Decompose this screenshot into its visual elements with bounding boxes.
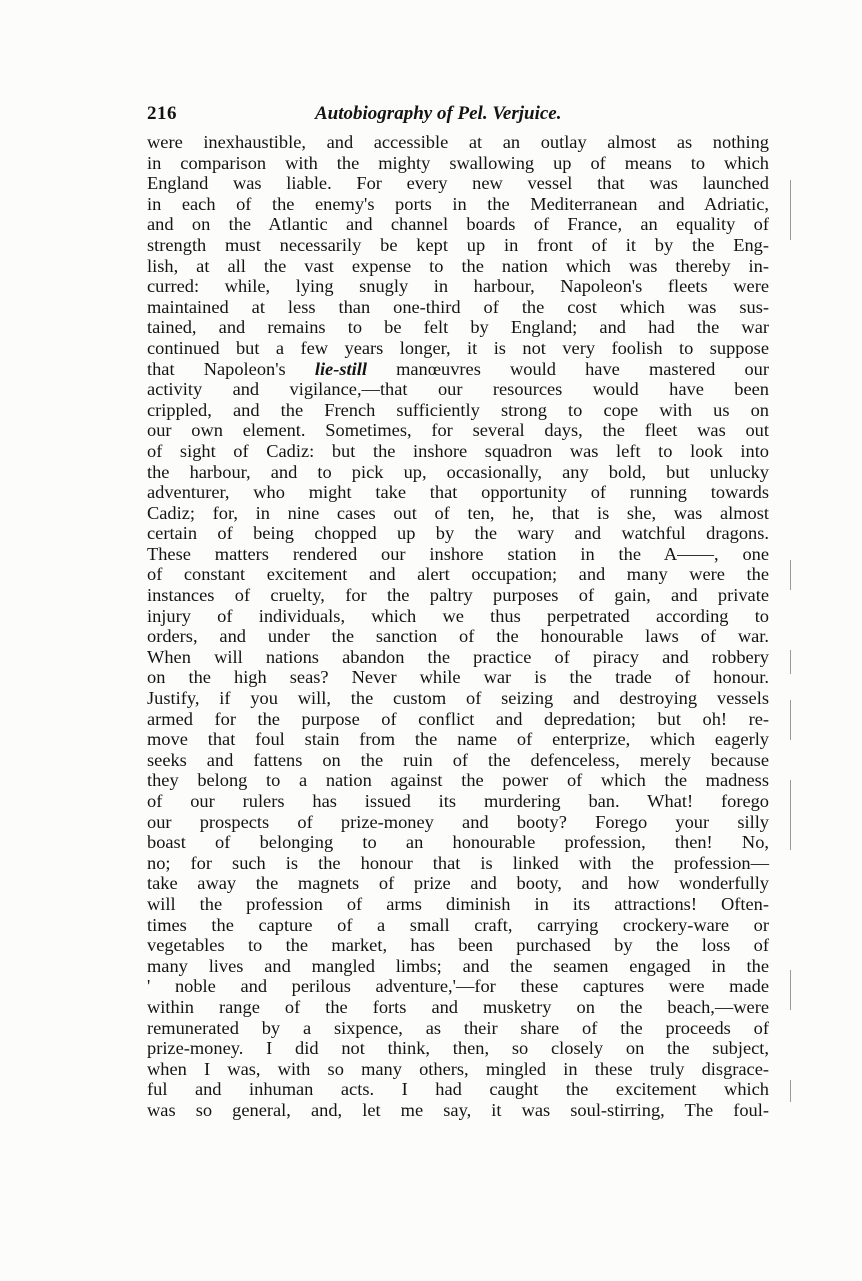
margin-shadow-marks (790, 180, 796, 1180)
text-line: armed for the purpose of conflict and depredation; but oh! re- (147, 708, 769, 729)
text-line: instances of cruelty, for the paltry purposes of gain, and private (147, 585, 769, 606)
text-line: curred: while, lying snugly in harbour, Napoleon's fleets were (147, 276, 769, 297)
text-line: tained, and remains to be felt by England; and had the war (147, 317, 769, 338)
text-line: take away the magnets of prize and booty, and how wonderfully (147, 873, 769, 894)
text-line: lish, at all the vast expense to the nation which was thereby in- (147, 255, 769, 276)
text-line: Cadiz; for, in nine cases out of ten, he, that is she, was almost (147, 502, 769, 523)
body-text (147, 132, 769, 1121)
text-line: move that foul stain from the name of enterprize, which eagerly (147, 729, 769, 750)
text-line: Justify, if you will, the custom of seizing and destroying vessels (147, 688, 769, 709)
text-line: when I was, with so many others, mingled in these truly disgrace- (147, 1058, 769, 1079)
text-line: of our rulers has issued its murdering ban. What! forego (147, 791, 769, 811)
text-line: When will nations abandon the practice of piracy and robbery (147, 646, 769, 667)
text-line: adventurer, who might take that opportunity of running towards (147, 482, 769, 503)
text-line: England was liable. For every new vessel that was launched (147, 173, 769, 194)
text-line: crippled, and the French sufficiently strong to cope with us on (147, 399, 769, 420)
text-line: will the profession of arms diminish in its attractions! Often- (147, 893, 769, 914)
page-header (147, 103, 769, 129)
text-line: many lives and mangled limbs; and the seamen engaged in the (147, 955, 769, 976)
text-line: that Napoleon's lie-still manœuvres would have mastered our (147, 358, 769, 379)
text-line: certain of being chopped up by the wary and watchful dragons. (147, 523, 769, 544)
text-line: in comparison with the mighty swallowing up of means to which (147, 152, 769, 173)
emphasis: lie-still (314, 358, 367, 379)
text-line: ' noble and perilous adventure,'—for these captures were made (147, 976, 769, 997)
text-line: boast of belonging to an honourable profession, then! No, (147, 832, 769, 853)
text-line: the harbour, and to pick up, occasionally, any bold, but unlucky (147, 461, 769, 482)
text-line: These matters rendered our inshore station in the A——, one (147, 543, 769, 564)
text-line: our own element. Sometimes, for several days, the fleet was out (147, 420, 769, 441)
text-line: seeks and fattens on the ruin of the defenceless, merely because (147, 749, 769, 770)
text-line: vegetables to the market, has been purchased by the loss of (147, 935, 769, 956)
text-line: and on the Atlantic and channel boards of France, an equality of (147, 214, 769, 235)
text-line: on the high seas? Never while war is the trade of honour. (147, 667, 769, 688)
text-line: were inexhaustible, and accessible at an outlay almost as nothing (147, 132, 769, 152)
text-line: was so general, and, let me say, it was soul-stirring, The foul- (147, 1099, 769, 1120)
text-line: in each of the enemy's ports in the Mediterranean and Adriatic, (147, 193, 769, 214)
text-line: orders, and under the sanction of the honourable laws of war. (147, 626, 769, 647)
page-number: 216 (147, 103, 177, 124)
text-line: of constant excitement and alert occupation; and many were the (147, 564, 769, 585)
text-line: strength must necessarily be kept up in front of it by the Eng- (147, 234, 769, 255)
running-head: Autobiography of Pel. Verjuice. (315, 103, 562, 124)
text-line: of sight of Cadiz: but the inshore squadron was left to look into (147, 440, 769, 461)
text-line: injury of individuals, which we thus perpetrated according to (147, 605, 769, 626)
text-line: remunerated by a sixpence, as their share of the proceeds of (147, 1017, 769, 1038)
text-line: activity and vigilance,—that our resources would have been (147, 379, 769, 400)
text-line: no; for such is the honour that is linked with the profession— (147, 852, 769, 873)
text-line: our prospects of prize-money and booty? Forego your silly (147, 811, 769, 832)
text-line: continued but a few years longer, it is not very foolish to suppose (147, 337, 769, 358)
text-line: ful and inhuman acts. I had caught the excitement which (147, 1079, 769, 1100)
text-line: maintained at less than one-third of the cost which was sus- (147, 296, 769, 317)
text-line: prize-money. I did not think, then, so closely on the subject, (147, 1038, 769, 1059)
text-line: they belong to a nation against the power of which the madness (147, 770, 769, 791)
text-line: within range of the forts and musketry on the beach,—were (147, 996, 769, 1017)
text-line: times the capture of a small craft, carrying crockery-ware or (147, 914, 769, 935)
